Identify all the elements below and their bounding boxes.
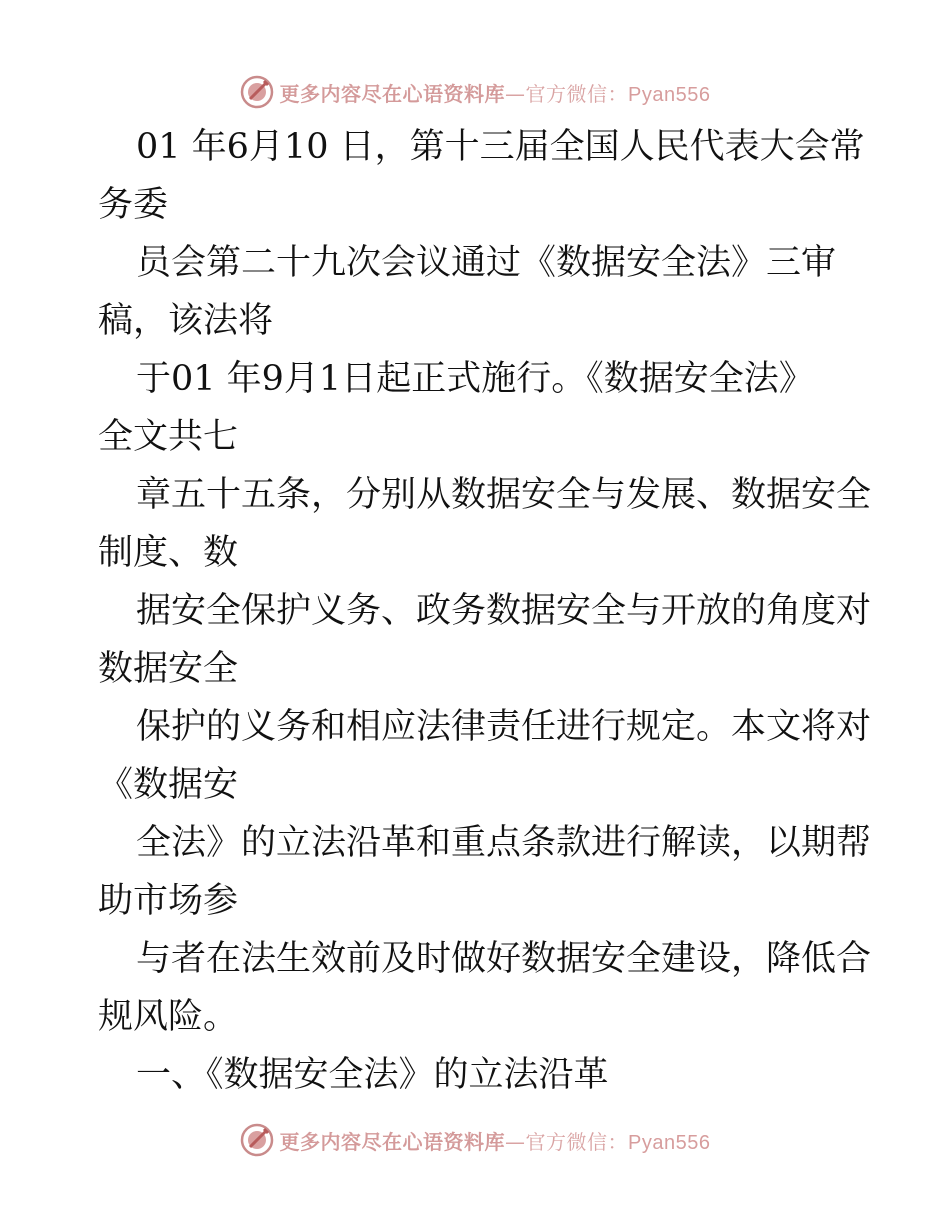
paragraph-line bbox=[98, 466, 872, 582]
section-heading: 一、《数据安全法》的立法沿革 bbox=[136, 1055, 609, 1095]
line-text: 与者在法生效前及时做好数据安全建设，降低合 bbox=[136, 939, 872, 979]
watermark-suffix: 官方微信： bbox=[525, 81, 629, 106]
line-text: 章五十五条，分别从数据安全与发展、数据安全 bbox=[136, 475, 872, 515]
paragraph-line bbox=[98, 350, 858, 466]
paragraph-line bbox=[98, 118, 865, 234]
paragraph-line bbox=[98, 582, 872, 698]
watermark-brand: 更多内容尽在心语资料库 bbox=[279, 81, 506, 106]
line-text: 员会第二十九次会议通过《数据安全法》三审 bbox=[136, 243, 837, 283]
line-text: 全法》的立法沿革和重点条款进行解读，以期帮 bbox=[136, 823, 872, 863]
line-wrap-text: 务委 bbox=[98, 185, 169, 225]
brand-logo-icon bbox=[240, 1123, 274, 1157]
paragraph-line bbox=[98, 698, 872, 814]
line-wrap-text: 全文共七 bbox=[98, 417, 239, 457]
paragraph-line bbox=[98, 814, 872, 930]
line-text: 01 年6月10 日，第十三届全国人民代表大会常 bbox=[136, 127, 865, 167]
paragraph-line bbox=[98, 930, 872, 1046]
line-text: 于01 年9月1日起正式施行。《数据安全法》 bbox=[136, 359, 814, 399]
line-text: 保护的义务和相应法律责任进行规定。本文将对 bbox=[136, 707, 872, 747]
line-wrap-text: 规风险。 bbox=[98, 997, 239, 1037]
line-wrap-text: 《数据安 bbox=[98, 765, 239, 805]
watermark-text bbox=[280, 1126, 711, 1155]
watermark-wechat-id: Pyan556 bbox=[628, 83, 711, 106]
line-wrap-text: 数据安全 bbox=[98, 649, 239, 689]
watermark-banner-bottom bbox=[0, 1120, 950, 1160]
line-wrap-text: 稿，该法将 bbox=[98, 301, 274, 341]
watermark-dash: — bbox=[505, 81, 526, 106]
watermark-suffix: 官方微信： bbox=[525, 1129, 629, 1154]
watermark-dash: — bbox=[505, 1129, 526, 1154]
line-wrap-text: 制度、数 bbox=[98, 533, 239, 573]
document-body bbox=[98, 118, 872, 1104]
paragraph-line bbox=[98, 234, 858, 350]
watermark-wechat-id: Pyan556 bbox=[628, 1131, 711, 1154]
brand-logo-icon bbox=[240, 75, 274, 109]
watermark-banner-top bbox=[0, 72, 950, 112]
line-wrap-text: 助市场参 bbox=[98, 881, 239, 921]
watermark-text bbox=[280, 78, 711, 107]
line-text: 据安全保护义务、政务数据安全与开放的角度对 bbox=[136, 591, 872, 631]
watermark-brand: 更多内容尽在心语资料库 bbox=[279, 1129, 506, 1154]
